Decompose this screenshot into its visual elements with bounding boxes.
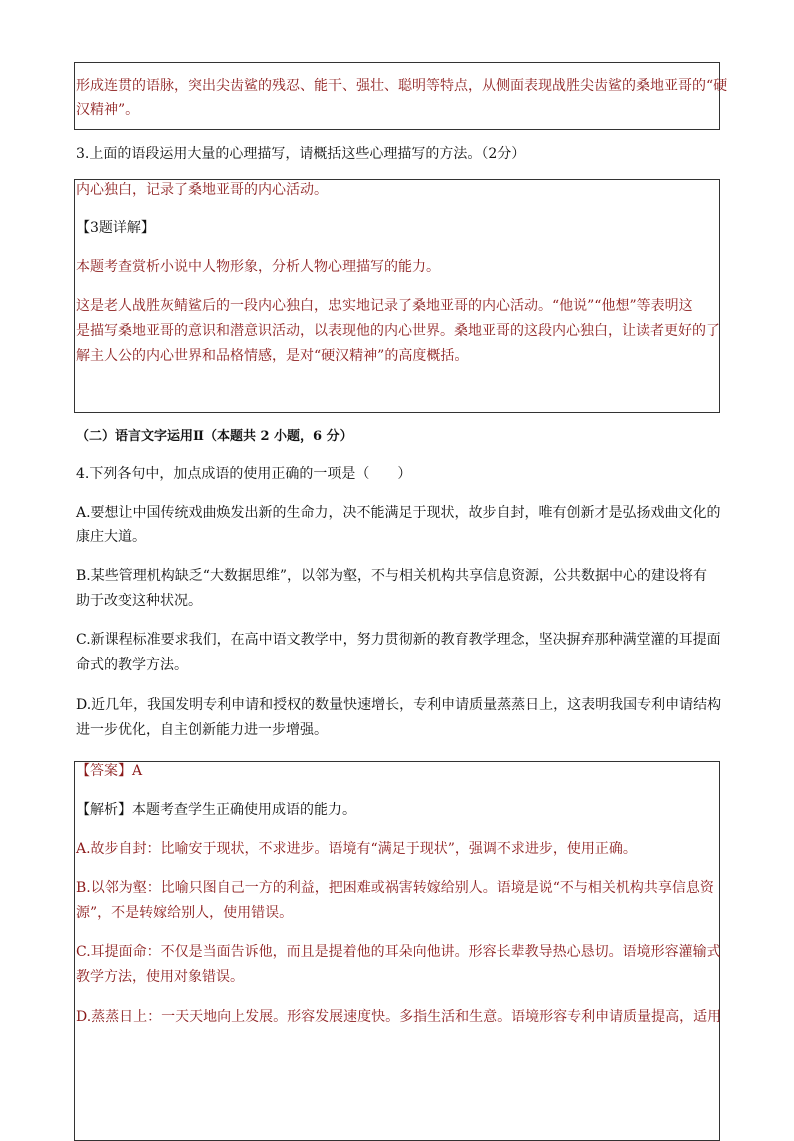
q3-explain-3: 解主人公的内心世界和品格情感，是对“硬汉精神”的高度概括。 (76, 348, 469, 364)
box1-line-1: 形成连贯的语脉，突出尖齿鲨的残忍、能干、强壮、聪明等特点，从侧面表现战胜尖齿鲨的桑地亚哥的“硬 (76, 78, 728, 94)
q4-answer: 【答案】A (76, 763, 143, 779)
q4-explain-a: A.故步自封：比喻安于现状，不求进步。语境有“满足于现状”，强调不求进步，使用正确。 (76, 841, 637, 857)
q4-analysis: 【解析】本题考查学生正确使用成语的能力。 (76, 802, 356, 818)
q3-intro: 本题考查赏析小说中人物形象，分析人物心理描写的能力。 (76, 259, 440, 275)
option-b-line-2: 助于改变这种状况。 (76, 593, 202, 609)
q4-explain-b-1: B.以邻为壑：比喻只图自己一方的利益，把困难或祸害转嫁给别人。语境是说“不与相关机构共享信息资 (76, 880, 714, 896)
option-d-line-1: D.近几年，我国发明专利申请和授权的数量快速增长，专利申请质量蒸蒸日上，这表明我国专利申请结构 (76, 697, 722, 713)
q3-detail-tag: 【3题详解】 (76, 220, 155, 236)
question-3: 3.上面的语段运用大量的心理描写，请概括这些心理描写的方法。（2分） (76, 146, 526, 162)
question-4: 4.下列各句中，加点成语的使用正确的一项是（ ） (76, 466, 412, 482)
option-a-line-1: A.要想让中国传统戏曲焕发出新的生命力，决不能满足于现状，故步自封，唯有创新才是弘扬戏曲文化的 (76, 505, 721, 521)
answer-box-2 (74, 179, 720, 413)
q4-explain-b-2: 源”，不是转嫁给别人，使用错误。 (76, 905, 294, 921)
option-b-line-1: B.某些管理机构缺乏“大数据思维”，以邻为壑，不与相关机构共享信息资源，公共数据中心的建设将有 (76, 568, 708, 584)
q3-explain-2: 是描写桑地亚哥的意识和潜意识活动，以表现他的内心世界。桑地亚哥的这段内心独白，让读者更好的了 (76, 323, 720, 339)
option-a-line-2: 康庄大道。 (76, 529, 146, 545)
q4-explain-c-2: 教学方法，使用对象错误。 (76, 969, 244, 985)
option-c-line-2: 命式的教学方法。 (76, 657, 188, 673)
q3-explain-1: 这是老人战胜灰鲭鲨后的一段内心独白，忠实地记录了桑地亚哥的内心活动。“他说”“他想”等表明这 (76, 298, 693, 314)
q4-explain-c-1: C.耳提面命：不仅是当面告诉他，而且是提着他的耳朵向他讲。形容长辈教导热心恳切。语境形容灌输式 (76, 944, 721, 960)
q3-answer: 内心独白，记录了桑地亚哥的内心活动。 (76, 182, 328, 198)
q4-explain-d: D.蒸蒸日上：一天天地向上发展。形容发展速度快。多指生活和生意。语境形容专利申请质量提高，适用 (76, 1009, 722, 1025)
section-title: （二）语言文字运用Ⅱ（本题共 2 小题，6 分） (76, 429, 353, 444)
option-d-line-2: 进一步优化，自主创新能力进一步增强。 (76, 722, 328, 738)
option-c-line-1: C.新课程标准要求我们，在高中语文教学中，努力贯彻新的教育教学理念，坚决摒弃那种满堂灌的耳提面 (76, 632, 721, 648)
answer-box-1 (74, 62, 720, 130)
box1-line-2: 汉精神”。 (76, 102, 140, 118)
